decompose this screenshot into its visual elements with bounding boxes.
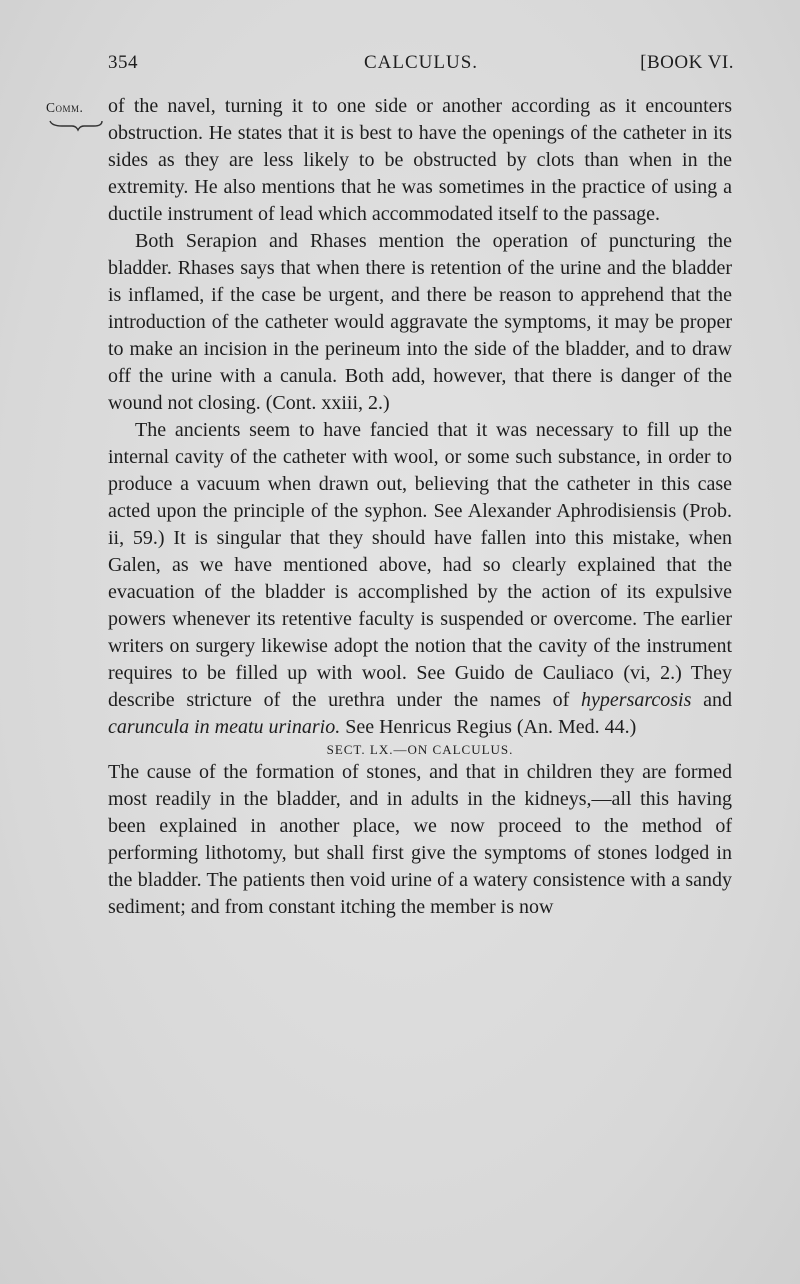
commentary-paragraph-2: Both Serapion and Rhases mention the operation of puncturing the bladder. Rhases says that when there is retention of the urine and the bladder is inflamed, if the case be urgent, and there be reason to apprehend that the introduction of the catheter would aggravate the symptoms, it may be proper to make an incision in the perineum into the side of the bladder, and to draw off the urine with a canula. Both add, however, that there is danger of the wound not closing. (Cont. xxiii, 2.) [108, 230, 732, 414]
term-caruncula: caruncula in meatu urinario. [108, 716, 341, 738]
commentary-paragraph-3-text: The ancients seem to have fancied that it was necessary to fill up the internal cavity of the catheter with wool, or some such substance, in order to produce a vacuum when drawn out, believing that the catheter in this case acted upon the principle of the syphon. See Alexander Aphrodisiensis (Prob. ii, 59.) It is singular that they should have fallen into this mistake, when Galen, as we have mentioned above, had so clearly explained that the evacuation of the bladder is accomplished by the action of its expulsive powers whenever its retentive faculty is suspended or overcome. The earlier writers on surgery likewise adopt the notion that the cavity of the instrument requires to be filled up with wool. See Guido de Cauliaco (vi, 2.) They describe stricture of the urethra under the names of [108, 419, 732, 711]
conjunction: and [703, 689, 733, 711]
commentary-paragraph-3 [108, 417, 732, 741]
page-number: 354 [108, 52, 138, 73]
term-hypersarcosis: hypersarcosis [581, 689, 692, 711]
commentary-citation: See Henricus Regius (An. Med. 44.) [345, 716, 637, 738]
brace-icon [48, 118, 104, 132]
margin-note: Comm. [46, 100, 84, 115]
book-label: [BOOK VI. [640, 52, 734, 73]
running-header [108, 52, 734, 82]
section-heading: SECT. LX.—ON CALCULUS. [326, 742, 514, 757]
running-title: CALCULUS. [363, 52, 479, 73]
page-body [108, 93, 732, 921]
commentary-paragraph-1: of the navel, turning it to one side or another according as it encounters obstruction. He states that it is best to have the openings of the catheter in its sides as they are less likely to be obstructed by clots than when in the extremity. He also mentions that he was sometimes in the practice of using a ductile instrument of lead which accommodated itself to the passage. [108, 95, 732, 225]
section-paragraph: The cause of the formation of stones, and that in children they are formed most readily in the bladder, and in adults in the kidneys,—all this having been explained in another place, we now proceed to the method of performing lithotomy, but shall first give the symptoms of stones lodged in the bladder. The patients then void urine of a watery consistence with a sandy sediment; and from constant itching the member is now [108, 761, 732, 918]
